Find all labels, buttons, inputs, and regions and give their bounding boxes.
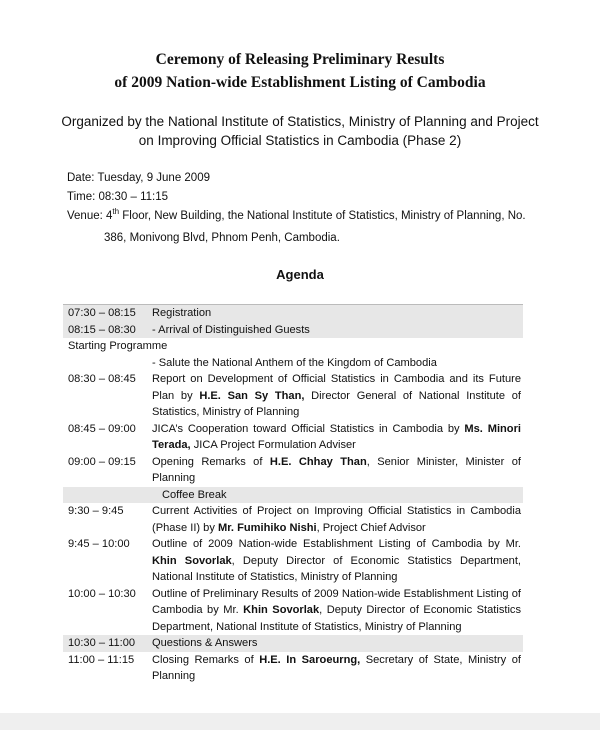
agenda-item: Opening Remarks of H.E. Chhay Than, Senior Minister, Minister of Planning xyxy=(152,455,521,484)
agenda-heading: Agenda xyxy=(276,267,324,282)
event-venue xyxy=(67,207,526,222)
document-title-line2: of 2009 Nation-wide Establishment Listing of Cambodia xyxy=(114,74,486,91)
document-title-line1: Ceremony of Releasing Preliminary Results xyxy=(155,51,445,68)
venue-prefix: Venue: 4 xyxy=(67,210,113,222)
agenda-time: 9:45 – 10:00 xyxy=(68,538,130,550)
agenda-item: - Arrival of Distinguished Guests xyxy=(147,322,523,339)
agenda-item: Current Activities of Project on Improving Official Statistics in Cambodia (Phase II) by Mr. Fumihiko Nishi, Project Chief Advisor xyxy=(152,505,521,534)
agenda-time: 08:45 – 09:00 xyxy=(68,422,136,435)
organizer-line1: Organized by the National Institute of Statistics, Ministry of Planning and Project xyxy=(61,114,539,129)
agenda-time: 10:00 – 10:30 xyxy=(68,587,136,600)
agenda-item: Registration xyxy=(147,305,523,322)
agenda-section-label: Starting Programme xyxy=(68,340,168,352)
agenda-item: Report on Development of Official Statistics in Cambodia and its Future Plan by H.E. San Sy Than, Director General of National Institute of Statistics, Ministry of Planning xyxy=(152,373,521,418)
agenda-item: Closing Remarks of H.E. In Saroeurng, Secretary of State, Ministry of Planning xyxy=(152,653,521,682)
page-bottom-strip xyxy=(0,713,600,730)
agenda-row xyxy=(63,536,523,586)
venue-superscript: th xyxy=(112,207,120,217)
agenda-row xyxy=(63,635,523,652)
event-date: Date: Tuesday, 9 June 2009 xyxy=(67,172,210,184)
organizer-line2: on Improving Official Statistics in Cambodia (Phase 2) xyxy=(138,133,462,148)
agenda-item: Outline of 2009 Nation-wide Establishment Listing of Cambodia by Mr. Khin Sovorlak, Deputy Director of Economic Statistics Department, National Institute of Statistics, Ministry of Planning xyxy=(152,538,521,583)
venue-address: Floor, New Building, the National Institute of Statistics, Ministry of Planning, No. xyxy=(119,210,526,222)
agenda-item: JICA’s Cooperation toward Official Statistics in Cambodia by Ms. Minori Terada, JICA Project Formulation Adviser xyxy=(152,422,521,451)
agenda-time: 08:15 – 08:30 xyxy=(63,322,147,339)
agenda-section-row xyxy=(63,338,523,355)
agenda-break-row xyxy=(63,487,523,504)
agenda-time: 07:30 – 08:15 xyxy=(63,305,147,322)
agenda-row xyxy=(63,503,523,536)
event-time: Time: 08:30 – 11:15 xyxy=(67,191,169,203)
agenda-time xyxy=(63,355,147,372)
agenda-time: 11:00 – 11:15 xyxy=(68,653,135,666)
agenda-row xyxy=(63,652,523,685)
agenda-time: 08:30 – 08:45 xyxy=(68,373,136,385)
coffee-break-label: Coffee Break xyxy=(162,488,227,501)
agenda-time: 9:30 – 9:45 xyxy=(68,505,124,517)
agenda-time: 10:30 – 11:00 xyxy=(63,635,147,652)
agenda-row xyxy=(63,421,523,454)
agenda-item: Outline of Preliminary Results of 2009 Nation-wide Establishment Listing of Cambodia by Mr. Khin Sovorlak, Deputy Director of Economic Statistics Department, National Institute of Statistics, Ministry of Planning xyxy=(152,587,522,633)
agenda-row xyxy=(63,371,523,421)
agenda-row xyxy=(63,355,523,372)
agenda-row xyxy=(63,305,523,322)
agenda-table xyxy=(63,305,523,685)
agenda-item: - Salute the National Anthem of the Kingdom of Cambodia xyxy=(152,356,437,369)
event-venue-line2: 386, Monivong Blvd, Phnom Penh, Cambodia. xyxy=(104,232,340,244)
agenda-row xyxy=(63,454,523,487)
agenda-row xyxy=(63,586,523,636)
agenda-time: 09:00 – 09:15 xyxy=(68,455,136,468)
agenda-row xyxy=(63,322,523,339)
agenda-item: Questions & Answers xyxy=(147,635,523,652)
